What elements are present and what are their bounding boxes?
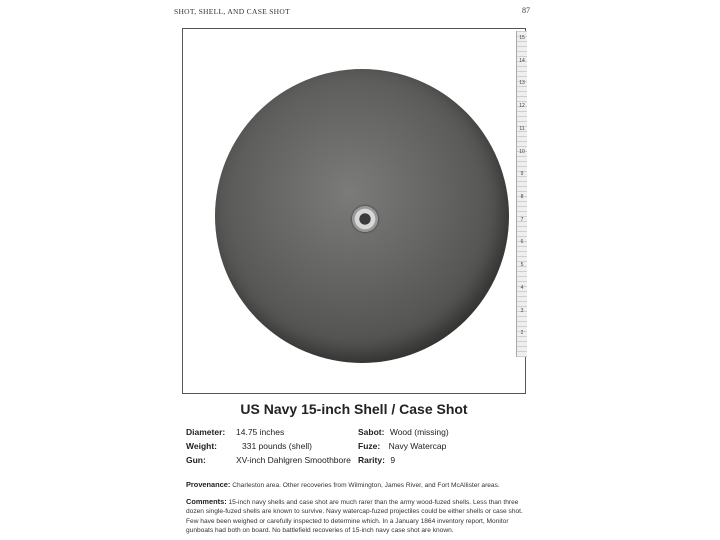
ruler-number: 13	[519, 80, 525, 87]
provenance-text: Charleston area. Other recoveries from Wilmington, James River, and Fort McAllister areas.	[232, 482, 500, 489]
gun-label: Gun:	[186, 455, 206, 465]
ruler-number: 4	[520, 284, 524, 291]
measuring-ruler	[516, 31, 527, 357]
sabot-label: Sabot:	[358, 427, 385, 437]
diameter-value: 14.75 inches	[236, 427, 285, 437]
ruler-number: 15	[519, 35, 525, 41]
ruler-number: 2	[520, 330, 524, 337]
ruler-number: 3	[520, 307, 524, 314]
ruler-number: 14	[519, 57, 525, 64]
spec-gun	[186, 455, 351, 465]
spec-sabot	[358, 427, 449, 437]
ruler-number: 10	[519, 148, 525, 155]
spec-weight	[186, 441, 312, 451]
photo-frame	[182, 28, 526, 394]
spec-fuze	[358, 441, 446, 451]
spec-diameter	[186, 427, 285, 437]
shell-photo	[215, 69, 509, 363]
comments-text: 15-inch navy shells and case shot are much rarer than the army wood-fuzed shells. Less than three dozen single-fuzed shells are known to survive. Navy watercap-fuzed projectiles could be either shells or case shot. Few have been weighed or carefully inspected to determine which. In a January 1864 inventory report, Monitor gunboats had both on board. No battlefield recoveries of 15-inch navy case shot are known.	[186, 499, 523, 535]
rarity-value: 9	[390, 455, 396, 465]
diameter-label: Diameter:	[186, 427, 226, 437]
sabot-value: Wood (missing)	[389, 427, 449, 437]
ruler-number: 11	[519, 125, 525, 132]
fuze-value: Navy Watercap	[388, 441, 447, 451]
running-head: SHOT, SHELL, AND CASE SHOT	[174, 7, 291, 16]
ruler-number: 5	[520, 262, 524, 269]
weight-value: 331 pounds (shell)	[242, 441, 312, 451]
ruler-number: 7	[520, 216, 524, 223]
page-number: 87	[522, 6, 530, 15]
rarity-label: Rarity:	[358, 455, 385, 465]
comments-label: Comments:	[186, 497, 227, 506]
ruler-number: 6	[520, 239, 524, 246]
provenance-label: Provenance:	[186, 480, 231, 489]
provenance-paragraph	[186, 480, 536, 490]
ruler-number: 9	[520, 171, 524, 178]
fuze-hole	[352, 206, 378, 232]
ruler-number: 12	[519, 103, 525, 110]
comments-paragraph	[186, 497, 536, 536]
spec-rarity	[358, 455, 395, 465]
gun-value: XV-inch Dahlgren Smoothbore	[236, 455, 351, 465]
ruler-number: 8	[520, 194, 524, 200]
page-title: US Navy 15-inch Shell / Case Shot	[240, 401, 468, 417]
fuze-label: Fuze:	[358, 441, 381, 451]
weight-label: Weight:	[186, 441, 218, 451]
